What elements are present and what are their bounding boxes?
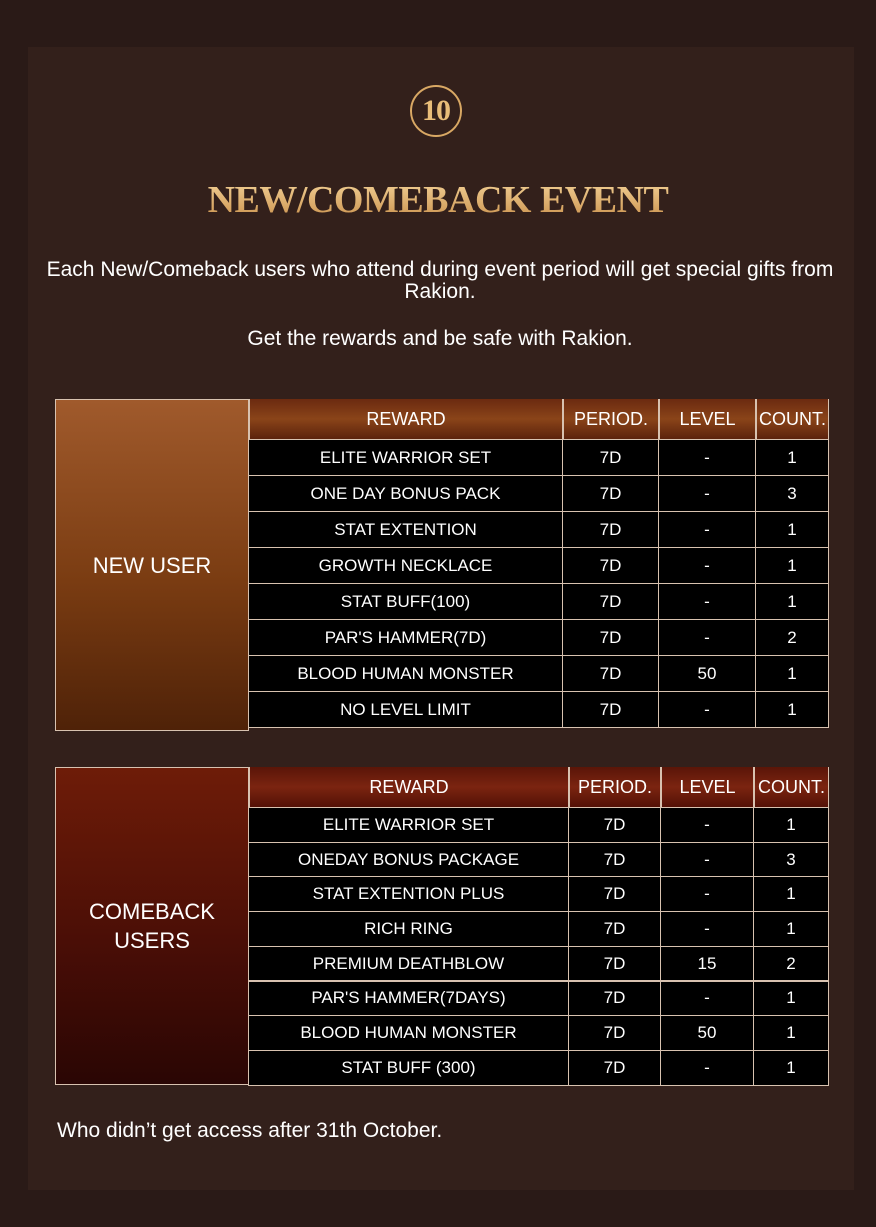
- comeback-users-label: COMEBACK USERS: [55, 767, 249, 1085]
- cell-period: 7D: [562, 583, 659, 620]
- cell-level: -: [660, 1050, 754, 1086]
- header-level: LEVEL: [659, 399, 756, 439]
- cell-level: -: [658, 475, 756, 512]
- cell-reward: RICH RING: [248, 911, 569, 947]
- cell-level: -: [660, 807, 754, 843]
- event-tagline: Get the rewards and be safe with Rakion.: [247, 327, 633, 350]
- header-level: LEVEL: [661, 767, 754, 807]
- cell-count: 1: [753, 876, 829, 912]
- table-header-row: [249, 767, 829, 807]
- table-row: [249, 911, 829, 946]
- cell-period: 7D: [562, 655, 659, 692]
- cell-count: 1: [755, 583, 829, 620]
- cell-reward: BLOOD HUMAN MONSTER: [248, 655, 563, 692]
- cell-count: 2: [755, 619, 829, 656]
- cell-reward: BLOOD HUMAN MONSTER: [248, 1015, 569, 1051]
- cell-count: 1: [755, 547, 829, 584]
- cell-period: 7D: [562, 439, 659, 476]
- cell-level: 50: [660, 1015, 754, 1051]
- cell-reward: STAT BUFF (300): [248, 1050, 569, 1086]
- cell-reward: STAT EXTENTION PLUS: [248, 876, 569, 912]
- comeback-user-reward-table: [55, 767, 829, 1085]
- table-header-row: [249, 399, 829, 439]
- cell-count: 1: [753, 981, 829, 1017]
- header-count: COUNT.: [754, 767, 829, 807]
- event-description: Each New/Comeback users who attend during event period will get special gifts from Rakion.: [46, 258, 834, 303]
- table-row: [249, 1050, 829, 1085]
- table-row: [249, 655, 829, 691]
- cell-reward: STAT BUFF(100): [248, 583, 563, 620]
- table-row: [249, 619, 829, 655]
- cell-level: -: [660, 842, 754, 878]
- table-row: [249, 1015, 829, 1050]
- cell-period: 7D: [568, 911, 661, 947]
- cell-period: 7D: [562, 511, 659, 548]
- cell-period: 7D: [568, 842, 661, 878]
- cell-reward: ONEDAY BONUS PACKAGE: [248, 842, 569, 878]
- cell-level: 15: [660, 946, 754, 982]
- cell-reward: NO LEVEL LIMIT: [248, 691, 563, 728]
- cell-level: -: [658, 511, 756, 548]
- cell-count: 1: [753, 911, 829, 947]
- new-user-label: NEW USER: [55, 399, 249, 731]
- new-user-reward-table: [55, 399, 829, 731]
- cell-count: 1: [755, 655, 829, 692]
- header-period: PERIOD.: [569, 767, 661, 807]
- table-row: [249, 691, 829, 727]
- cell-period: 7D: [562, 691, 659, 728]
- cell-period: 7D: [562, 547, 659, 584]
- cell-period: 7D: [568, 1015, 661, 1051]
- cell-reward: ELITE WARRIOR SET: [248, 439, 563, 476]
- section-number-badge: 10: [410, 85, 462, 137]
- cell-level: -: [660, 876, 754, 912]
- table-row: [249, 842, 829, 877]
- event-title: NEW/COMEBACK EVENT: [0, 178, 876, 222]
- cell-period: 7D: [562, 619, 659, 656]
- cell-count: 1: [755, 511, 829, 548]
- comeback-user-reward-grid: [249, 767, 829, 1085]
- table-row: [249, 807, 829, 842]
- table-row: [249, 475, 829, 511]
- table-row: [249, 876, 829, 911]
- cell-period: 7D: [568, 981, 661, 1017]
- cell-reward: ELITE WARRIOR SET: [248, 807, 569, 843]
- table-row: [249, 439, 829, 475]
- cell-period: 7D: [562, 475, 659, 512]
- cell-reward: GROWTH NECKLACE: [248, 547, 563, 584]
- cell-level: 50: [658, 655, 756, 692]
- table-row: [249, 981, 829, 1016]
- cell-period: 7D: [568, 946, 661, 982]
- cell-count: 3: [755, 475, 829, 512]
- cell-reward: PAR'S HAMMER(7D): [248, 619, 563, 656]
- cell-level: -: [660, 911, 754, 947]
- cell-count: 1: [755, 439, 829, 476]
- cell-reward: PREMIUM DEATHBLOW: [248, 946, 569, 982]
- table-row: [249, 583, 829, 619]
- cell-level: -: [658, 547, 756, 584]
- cell-count: 1: [753, 807, 829, 843]
- table-row: [249, 946, 829, 981]
- cell-period: 7D: [568, 1050, 661, 1086]
- cell-period: 7D: [568, 807, 661, 843]
- cell-level: -: [658, 583, 756, 620]
- cell-reward: STAT EXTENTION: [248, 511, 563, 548]
- cell-period: 7D: [568, 876, 661, 912]
- header-period: PERIOD.: [563, 399, 659, 439]
- cell-count: 1: [753, 1050, 829, 1086]
- cell-level: -: [658, 619, 756, 656]
- header-reward: REWARD: [249, 399, 563, 439]
- cell-reward: PAR'S HAMMER(7DAYS): [248, 981, 569, 1017]
- cell-level: -: [658, 691, 756, 728]
- header-count: COUNT.: [756, 399, 829, 439]
- table-row: [249, 511, 829, 547]
- table-row: [249, 547, 829, 583]
- eligibility-note: Who didn’t get access after 31th October.: [57, 1119, 443, 1142]
- cell-level: -: [660, 981, 754, 1017]
- cell-count: 3: [753, 842, 829, 878]
- cell-count: 1: [755, 691, 829, 728]
- new-user-reward-grid: [249, 399, 829, 731]
- cell-reward: ONE DAY BONUS PACK: [248, 475, 563, 512]
- cell-level: -: [658, 439, 756, 476]
- cell-count: 1: [753, 1015, 829, 1051]
- cell-count: 2: [753, 946, 829, 982]
- header-reward: REWARD: [249, 767, 569, 807]
